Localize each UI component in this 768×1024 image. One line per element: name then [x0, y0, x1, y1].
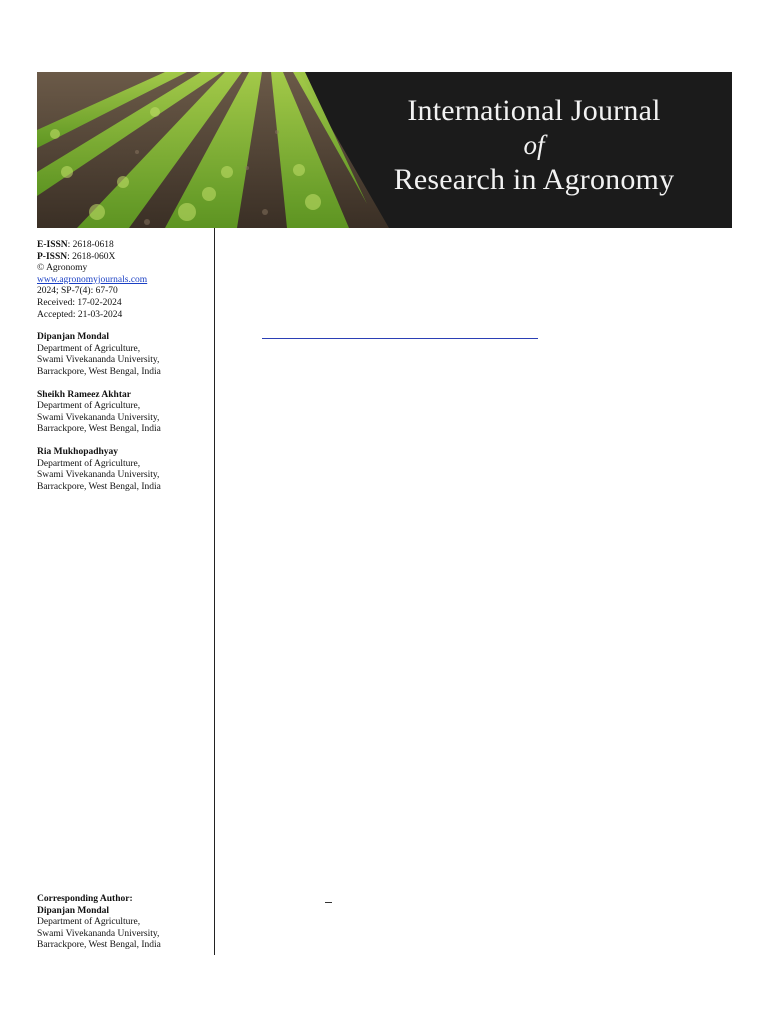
author-location: Barrackpore, West Bengal, India	[37, 424, 161, 435]
author-name: Dipanjan Mondal	[37, 332, 110, 343]
eissn-label: E-ISSN	[37, 240, 68, 250]
copyright-line: © Agronomy	[37, 263, 88, 274]
author-name: Ria Mukhopadhyay	[37, 446, 119, 457]
author-university: Swami Vivekananda University,	[37, 412, 160, 423]
author-name: Sheikh Rameez Akhtar	[37, 389, 131, 400]
author-dept: Department of Agriculture,	[37, 343, 141, 354]
author-block	[37, 390, 209, 436]
eissn-value: : 2618-0618	[67, 240, 114, 250]
author-university: Swami Vivekananda University,	[37, 470, 160, 481]
pissn-label: P-ISSN	[37, 251, 68, 262]
author-block	[37, 332, 209, 378]
corresponding-author-name: Dipanjan Mondal	[37, 905, 110, 916]
author-location: Barrackpore, West Bengal, India	[37, 481, 161, 492]
pissn-value: : 2618-060X	[67, 251, 116, 262]
author-dept: Department of Agriculture,	[37, 458, 141, 469]
journal-title-line2: of	[523, 130, 545, 160]
eissn-line	[37, 240, 209, 252]
journal-title-line1: International Journal	[407, 94, 661, 127]
corresponding-author-heading: Corresponding Author:	[37, 894, 133, 904]
corresponding-author-location: Barrackpore, West Bengal, India	[37, 940, 161, 951]
journal-title	[354, 96, 714, 195]
journal-banner	[37, 72, 732, 228]
author-dept: Department of Agriculture,	[37, 401, 141, 412]
author-block	[37, 447, 209, 493]
author-location: Barrackpore, West Bengal, India	[37, 366, 161, 377]
received-date: Received: 17-02-2024	[37, 297, 122, 308]
underscore-mark	[325, 902, 332, 903]
column-divider	[214, 228, 215, 955]
publication-sidebar	[37, 240, 209, 493]
link-underline[interactable]	[262, 338, 538, 339]
corresponding-author-university: Swami Vivekananda University,	[37, 928, 160, 939]
author-university: Swami Vivekananda University,	[37, 355, 160, 366]
journal-website-link[interactable]: www.agronomyjournals.com	[37, 274, 148, 285]
pissn-line	[37, 252, 209, 264]
accepted-date: Accepted: 21-03-2024	[37, 309, 123, 320]
corresponding-author-dept: Department of Agriculture,	[37, 917, 141, 928]
issue-line: 2024; SP-7(4): 67-70	[37, 286, 118, 297]
corresponding-author-block	[37, 894, 209, 952]
journal-title-line3: Research in Agronomy	[393, 163, 675, 196]
